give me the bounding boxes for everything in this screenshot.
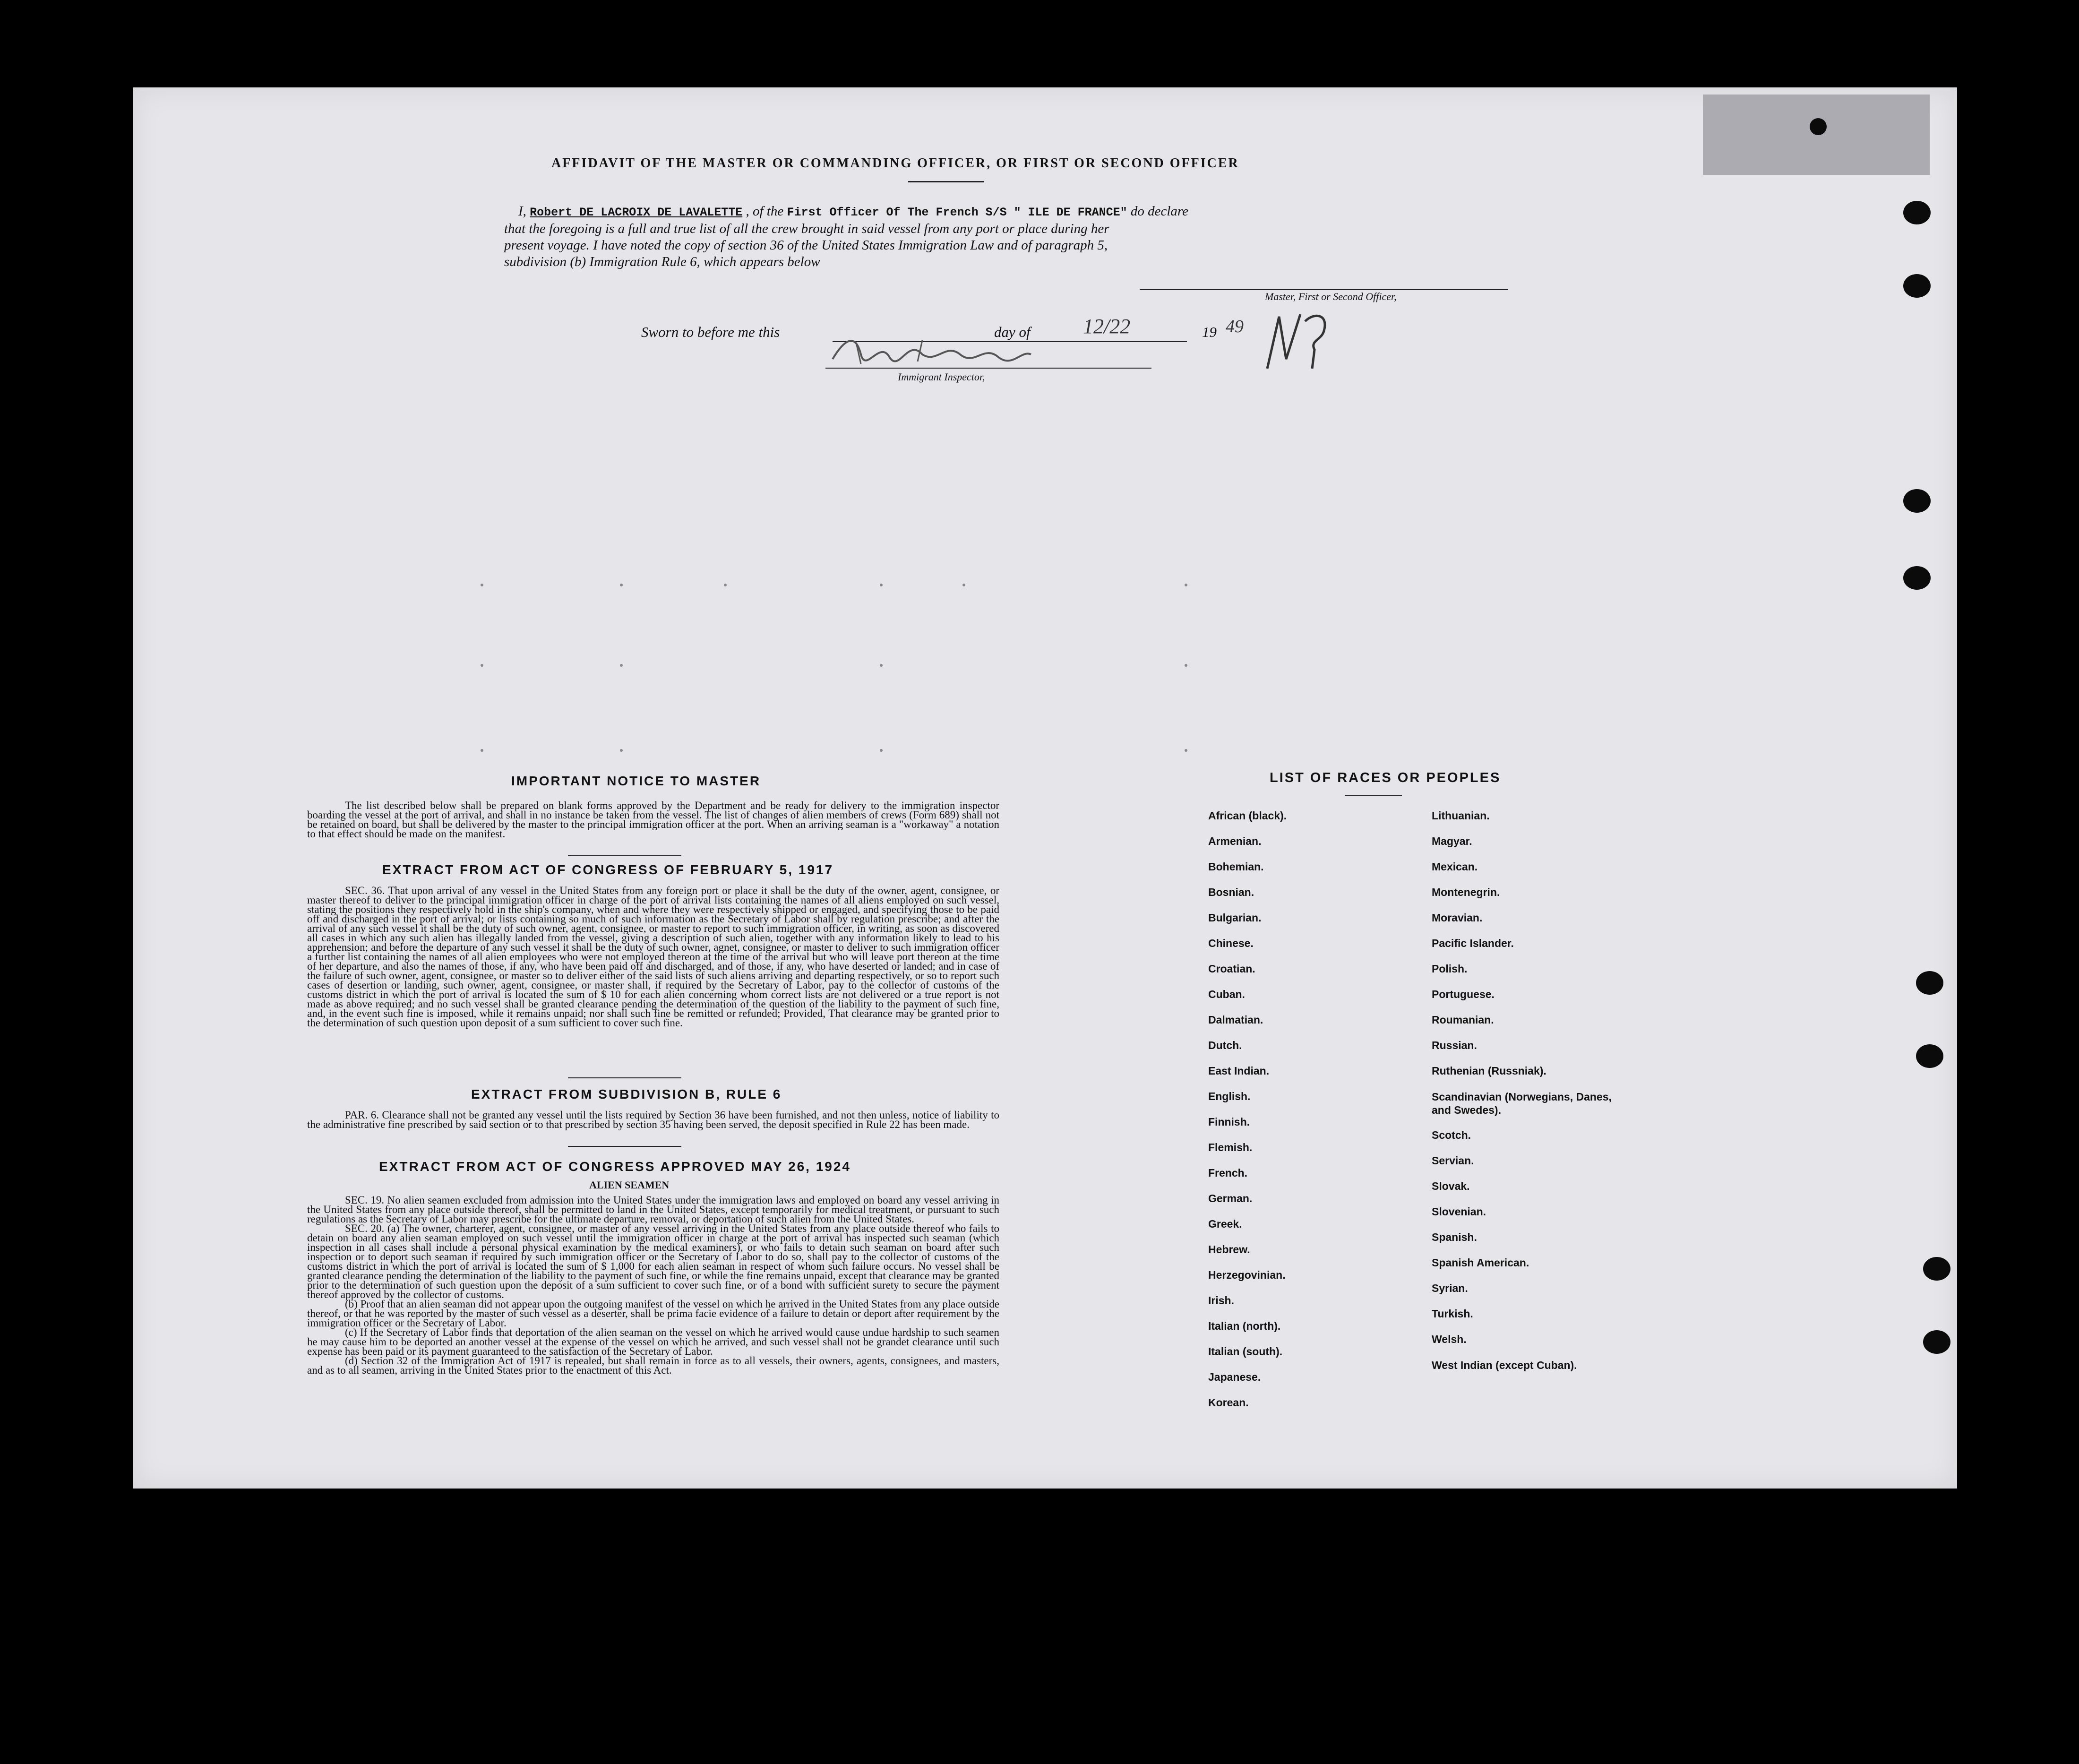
race-item: Spanish American. — [1432, 1256, 1529, 1269]
extract-1924-body — [307, 1196, 999, 1375]
divider — [568, 855, 681, 856]
bleed-dot — [724, 584, 727, 586]
alien-seamen-subtitle: ALIEN SEAMEN — [589, 1179, 670, 1191]
race-item: Mexican. — [1432, 860, 1478, 873]
inspector-signature — [828, 331, 1036, 369]
officer-signature-line — [1140, 289, 1508, 290]
race-item: Finnish. — [1208, 1116, 1250, 1128]
officer-name: Robert DE LACROIX DE LAVALETTE — [530, 206, 743, 219]
sec-20b-paragraph: (b) Proof that an alien seaman did not appear upon the outgoing manifest of the vessel on which he arrived in the United States from any place outside thereof, or that he was reported by the master of such vessel as a deserter, shall be prima facie evidence of a failure to detain or deport after requirement by the immigration officer or the Secretary of Labor. — [307, 1298, 999, 1329]
divider — [568, 1146, 681, 1147]
binder-hole — [1903, 274, 1931, 298]
bleed-dot — [880, 749, 883, 752]
race-item: Bulgarian. — [1208, 912, 1262, 924]
race-item: Croatian. — [1208, 963, 1255, 975]
races-left-column — [1208, 809, 1287, 1422]
binder-hole — [1903, 566, 1931, 590]
officer-position: First Officer Of The French S/S " ILE DE FRANCE" — [787, 206, 1127, 219]
race-item: Dutch. — [1208, 1039, 1242, 1051]
binder-hole — [1923, 1257, 1950, 1281]
bleed-dot — [620, 584, 623, 586]
handwritten-date: 12/22 — [1083, 315, 1131, 338]
extract-1924-title: EXTRACT FROM ACT OF CONGRESS APPROVED MAY 26, 1924 — [379, 1159, 851, 1174]
race-item: Roumanian. — [1432, 1014, 1494, 1026]
race-item: Bohemian. — [1208, 860, 1264, 873]
divider — [568, 1077, 681, 1078]
sec-19-paragraph: SEC. 19. No alien seamen excluded from admission into the United States under the immigration laws and employed on board any vessel arriving in the United States from any place outside thereof, shall be permitted to land in the United States, except temporarily for medical treatment, or pursuant to such regulations as the Secretary of Labor may prescribe for the ultimate departure, removal, or deportation of such alien from the United States. — [307, 1194, 999, 1225]
affidavit-mid: , of the — [746, 204, 784, 219]
races-right-column — [1432, 809, 1621, 1384]
affidavit-line-2: that the foregoing is a full and true list of all the crew brought in said vessel from any port or place during her — [504, 221, 1109, 236]
extract-1917-paragraph: SEC. 36. That upon arrival of any vessel in the United States from any foreign port or place it shall be the duty of the owner, agent, consignee, or master thereof to deliver to the principal immigration officer in charge of the port of arrival lists containing the names of all aliens employed on such vessel, stating the positions they respectively hold in the ship's company, when and where they were respectively shipped or engaged, and specifying those to be paid off and discharged in the port of arrival; or lists containing so much of such information as the Secretary of Labor shall by regulation prescribe; and after the arrival of any such vessel it shall be the duty of such owner, agent, consignee, or master to report to such immigration officer, in writing, as soon as discovered all cases in which any such alien has illegally landed from the vessel, giving a description of such alien, together with any information likely to lead to his apprehension; and before the departure of any such vessel it shall be the duty of such owner, agnet, consignee, or master to deliver to such immigration officer a further list containing the names of all alien employees who were not employed thereon at the time of the arrival but who will leave port thereon at the time of her departure, and also the names of those, if any, who have been paid off and discharged, and of those, if any, who have deserted or landed; and in case of the failure of such owner, agent, consignee, or master so to deliver either of the said lists of such aliens arriving and departing respectively, or so to report such cases of desertion or landing, such owner, agent, consignee, or master shall, if required by the Secretary of Labor, pay to the collector of customs of the customs district in which the port of arrival is located the sum of $ 10 for each alien concerning whom correct lists are not delivered or a true report is not made as above required; and no such vessel shall be granted clearance pending the determination of the question of the liability to the payment of such fine, and, in the event such fine is imposed, while it remains unpaid; nor shall such fine be remitted or refunded; Provided, That clearance may be granted prior to the determination of such question upon deposit of a sum sufficient to cover such fine. — [307, 885, 999, 1029]
notice-title: IMPORTANT NOTICE TO MASTER — [511, 774, 761, 788]
race-item: Servian. — [1432, 1154, 1474, 1167]
race-item: Portuguese. — [1432, 988, 1495, 1000]
bleed-dot — [880, 664, 883, 667]
race-item: German. — [1208, 1192, 1253, 1205]
affidavit-suffix: do declare — [1130, 204, 1189, 219]
document-page — [133, 87, 1957, 1489]
race-item: Armenian. — [1208, 835, 1262, 847]
race-item: Irish. — [1208, 1294, 1234, 1307]
binder-hole — [1923, 1330, 1950, 1354]
races-underline — [1345, 795, 1402, 796]
notice-paragraph: The list described below shall be prepared on blank forms approved by the Department and be ready for delivery to the immigration inspector boarding the vessel at the port of arrival, and shall in no instance be taken from the vessel. The list of changes of alien members of crews (Form 689) shall not be retained on board, but shall be delivered by the master to the principal immigration officer at the port. When an arriving seaman is a "workaway" a notation to that effect should be made on the manifest. — [307, 800, 999, 840]
bleed-dot — [962, 584, 965, 586]
race-item: Pacific Islander. — [1432, 937, 1514, 949]
extract-rule6-paragraph: PAR. 6. Clearance shall not be granted any vessel until the lists required by Section 36 have been furnished, and not then unless, notice of liability to the administrative fine prescribed by said section or to that prescribed by section 35 having been served, the deposit specified in Rule 22 has been made. — [307, 1109, 999, 1130]
race-item: Russian. — [1432, 1039, 1477, 1051]
notice-body — [307, 801, 999, 839]
race-item: Hebrew. — [1208, 1243, 1250, 1256]
day-of-text: day of — [994, 324, 1031, 340]
extract-1917-body — [307, 886, 999, 1028]
race-item: Bosnian. — [1208, 886, 1254, 898]
race-item: Italian (south). — [1208, 1345, 1283, 1358]
extract-rule6-title: EXTRACT FROM SUBDIVISION B, RULE 6 — [471, 1087, 782, 1101]
race-item: Turkish. — [1432, 1308, 1473, 1320]
race-item: Scotch. — [1432, 1129, 1471, 1141]
race-item: Syrian. — [1432, 1282, 1468, 1294]
race-item: Italian (north). — [1208, 1320, 1281, 1332]
affidavit-prefix: I, — [518, 204, 526, 219]
race-item: Dalmatian. — [1208, 1014, 1263, 1026]
race-item: African (black). — [1208, 809, 1287, 822]
race-item: Spanish. — [1432, 1231, 1477, 1243]
race-item: East Indian. — [1208, 1065, 1270, 1077]
race-item: Ruthenian (Russniak). — [1432, 1065, 1546, 1077]
bleed-dot — [1185, 749, 1187, 752]
bleed-dot — [1185, 664, 1187, 667]
sec-20a-paragraph: SEC. 20. (a) The owner, charterer, agent, consignee, or master of any vessel arriving in the United States from any place outside thereof who fails to detain on board any alien seaman employed on such vessel until the immigration officer in charge at the port of arrival has inspected such seaman (which inspection in all cases shall include a personal physical examination by the medical examiners), or who fails to detain such seaman on board after such inspection or to deport such seaman if required by such immigration officer or the Secretary of Labor to do so, shall pay to the collector of customs of the customs district in which the port of arrival is located the sum of $ 1,000 for each alien seaman in respect of whom such failure occurs. No vessel shall be granted clearance pending the determination of the liability to the payment of such fine, or while the fine remains unpaid, except that clearance may be granted prior to the determination of such question upon the deposit of a sum sufficient to cover such fine, or of a bond with sufficient surety to secure the payment thereof approved by the collector of customs. — [307, 1222, 999, 1300]
race-item: Moravian. — [1432, 912, 1483, 924]
race-item: West Indian (except Cuban). — [1432, 1359, 1577, 1371]
race-item: Greek. — [1208, 1218, 1242, 1230]
year-printed: 19 — [1202, 324, 1217, 340]
officer-caption: Master, First or Second Officer, — [1265, 291, 1397, 302]
bleed-dot — [1185, 584, 1187, 586]
affidavit-body — [504, 203, 1529, 270]
bleed-dot — [481, 584, 483, 586]
race-item: Magyar. — [1432, 835, 1472, 847]
bleed-dot — [880, 584, 883, 586]
year-written: 49 — [1226, 317, 1244, 336]
binder-hole — [1903, 201, 1931, 224]
race-item: Slovak. — [1432, 1180, 1470, 1192]
sec-20d-paragraph: (d) Section 32 of the Immigration Act of 1917 is repealed, but shall remain in force as to all vessels, their owners, agents, consignees, and masters, and as to all seamen, arriving in the United States prior to the enactment of this Act. — [307, 1355, 999, 1376]
bleed-dot — [620, 664, 623, 667]
race-item: Slovenian. — [1432, 1205, 1486, 1218]
sec-20c-paragraph: (c) If the Secretary of Labor finds that deportation of the alien seaman on the vessel on which he arrived would cause undue hardship to such seamen he may cause him to be deported an another vessel at the expense of the vessel on which he arrived, and such vessel shall not be grandet clearance until such expense has been paid or its payment guaranteed to the satisfaction of the Secretary of Labor. — [307, 1326, 999, 1357]
sworn-text: Sworn to before me this — [641, 324, 780, 340]
binder-hole — [1903, 489, 1931, 513]
races-title: LIST OF RACES OR PEOPLES — [1270, 770, 1501, 785]
affidavit-title: AFFIDAVIT OF THE MASTER OR COMMANDING OFFICER, OR FIRST OR SECOND OFFICER — [551, 156, 1239, 171]
punch-hole — [1810, 118, 1827, 135]
race-item: Korean. — [1208, 1396, 1249, 1409]
date-line — [1045, 341, 1187, 342]
title-underline — [908, 181, 984, 182]
binder-hole — [1916, 971, 1943, 995]
race-item: Montenegrin. — [1432, 886, 1500, 898]
race-item: French. — [1208, 1167, 1248, 1179]
race-item: Japanese. — [1208, 1371, 1261, 1383]
affidavit-line-3: present voyage. I have noted the copy of section 36 of the United States Immigration Law and of paragraph 5, — [504, 238, 1108, 253]
bleed-dot — [481, 664, 483, 667]
race-item: Polish. — [1432, 963, 1468, 975]
race-item: Chinese. — [1208, 937, 1254, 949]
bleed-dot — [620, 749, 623, 752]
race-item: Herzegovinian. — [1208, 1269, 1286, 1281]
race-item: Scandinavian (Norwegians, Danes, and Swedes). — [1432, 1091, 1612, 1116]
bleed-dot — [481, 749, 483, 752]
affidavit-line-1 — [504, 203, 1529, 221]
race-item: Welsh. — [1432, 1333, 1467, 1345]
race-item: Lithuanian. — [1432, 809, 1490, 822]
officer-signature — [1258, 302, 1343, 373]
race-item: Flemish. — [1208, 1141, 1253, 1153]
extract-1917-title: EXTRACT FROM ACT OF CONGRESS OF FEBRUARY 5, 1917 — [382, 862, 834, 877]
inspector-caption: Immigrant Inspector, — [898, 371, 985, 383]
binder-hole — [1916, 1044, 1943, 1068]
affidavit-line-4: subdivision (b) Immigration Rule 6, which appears below — [504, 254, 820, 269]
race-item: Cuban. — [1208, 988, 1245, 1000]
race-item: English. — [1208, 1090, 1251, 1102]
extract-rule6-body — [307, 1110, 999, 1129]
inspector-signature-line — [825, 368, 1151, 369]
